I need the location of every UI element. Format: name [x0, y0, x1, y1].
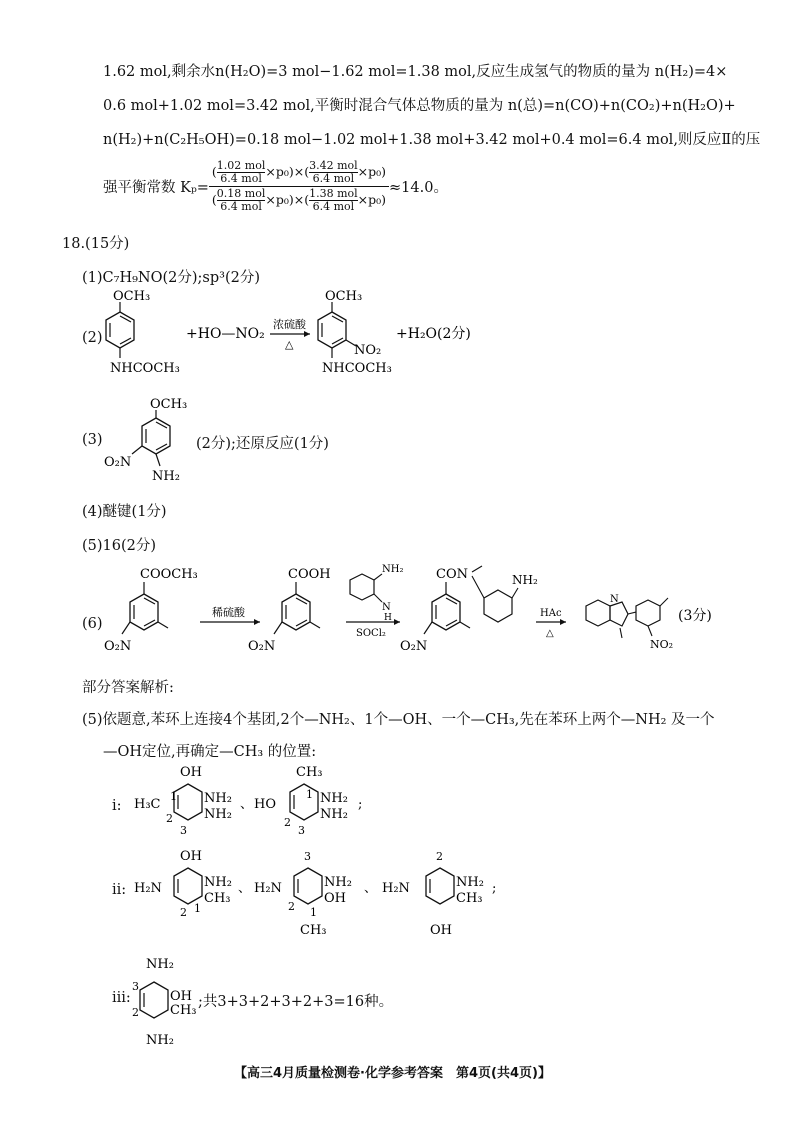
- q18-answer-6-label: (6): [82, 616, 103, 632]
- p-acetamidoanisole-structure: [106, 290, 180, 376]
- case-ii-structure-1: [134, 849, 232, 919]
- svg-text:O₂N: O₂N: [248, 639, 276, 654]
- calc-line-2: 0.6 mol+1.02 mol=3.42 mol,平衡时混合气体总物质的量为 n(总)=n(CO)+n(CO₂)+n(H₂O)+: [103, 98, 736, 114]
- q18-answer-3-text: (2分);还原反应(1分): [196, 436, 329, 452]
- synthesis-route-scheme: [100, 560, 720, 670]
- case-iii-total: ;共3+3+2+3+2+3=16种。: [198, 994, 394, 1010]
- svg-text:HO: HO: [254, 797, 276, 812]
- och3-label: OCH₃: [150, 397, 188, 412]
- svg-text:NH₂: NH₂: [204, 807, 232, 822]
- case-i-structure-2: [254, 765, 348, 837]
- arrow-amidation: [346, 564, 403, 639]
- reaction-2-scheme: [100, 290, 520, 390]
- q18-answer-5: (5)16(2分): [82, 538, 157, 554]
- svg-text:2: 2: [132, 1006, 139, 1019]
- q18-answer-4: (4)醚键(1分): [82, 504, 167, 520]
- svg-text:稀硫酸: 稀硫酸: [212, 606, 245, 619]
- svg-text:1: 1: [306, 788, 313, 801]
- svg-text:COOCH₃: COOCH₃: [140, 567, 198, 582]
- svg-text:N: N: [610, 594, 619, 605]
- svg-text:H₂N: H₂N: [382, 881, 410, 896]
- kp-denominator: ( $\frac{\text{0.18 mol}}{\text{6.4 mol}}$ ×p₀)×( $\frac{\text{1.38 mol}}{\text{6.4 mol}}$ ×p₀): [211, 186, 387, 213]
- analysis-paragraph-1: (5)依题意,苯环上连接4个基团,2个—NH₂、1个—OH、一个—CH₃,先在苯环上两个—NH₂ 及一个: [82, 712, 715, 728]
- svg-text:NH₂: NH₂: [512, 573, 538, 587]
- svg-text:NH₂: NH₂: [456, 875, 484, 890]
- case-iii-label: ⅲ:: [112, 990, 131, 1006]
- svg-text:CH₃: CH₃: [296, 765, 323, 780]
- svg-text:H₂N: H₂N: [254, 881, 282, 896]
- svg-text:、: 、: [240, 797, 254, 812]
- benzimidazole-structure: [586, 594, 673, 651]
- svg-text:2: 2: [436, 850, 443, 863]
- svg-text:H₂N: H₂N: [134, 881, 162, 896]
- svg-text:3: 3: [298, 824, 305, 837]
- svg-text:SOCl₂: SOCl₂: [356, 628, 386, 639]
- svg-text:NH₂: NH₂: [324, 875, 352, 890]
- q18-answer-1: (1)C₇H₉NO(2分);sp³(2分): [82, 270, 260, 286]
- svg-text:2: 2: [288, 900, 295, 913]
- svg-text:COOH: COOH: [288, 567, 331, 582]
- o2n-label: O₂N: [104, 455, 132, 470]
- kp-label: 强平衡常数 Kₚ=: [103, 179, 209, 196]
- calc-line-3: n(H₂)+n(C₂H₅OH)=0.18 mol−1.02 mol+1.38 mol+3.42 mol+0.4 mol=6.4 mol,则反应Ⅱ的压: [103, 132, 761, 148]
- nhcoch3-label: NHCOCH₃: [110, 361, 180, 376]
- case-ii-structures: [130, 846, 510, 946]
- svg-text:NH₂: NH₂: [204, 791, 232, 806]
- svg-text:2: 2: [166, 812, 173, 825]
- product-och3-label: OCH₃: [325, 290, 363, 304]
- svg-text:NH₂: NH₂: [146, 1033, 174, 1048]
- svg-text:1: 1: [170, 790, 177, 803]
- svg-text:NH₂: NH₂: [146, 957, 174, 972]
- arrow-cyclization: [536, 608, 566, 639]
- svg-text:OH: OH: [170, 989, 192, 1004]
- answer-3-structure: [100, 396, 200, 486]
- svg-text:OH: OH: [430, 923, 452, 938]
- svg-text:NH₂: NH₂: [320, 791, 348, 806]
- svg-text:OH: OH: [324, 891, 346, 906]
- case-i-structures: [130, 762, 370, 842]
- ester-structure: [104, 567, 198, 654]
- svg-text:NH₂: NH₂: [204, 875, 232, 890]
- svg-text:;: ;: [492, 881, 497, 896]
- condition-heat: △: [285, 338, 294, 351]
- svg-text:N: N: [382, 602, 391, 613]
- svg-text:1: 1: [194, 902, 201, 915]
- svg-text:3: 3: [132, 980, 139, 993]
- svg-text:CH₃: CH₃: [300, 923, 327, 938]
- svg-text:、: 、: [238, 881, 252, 896]
- case-ii-structure-3: [382, 850, 484, 938]
- svg-text:O₂N: O₂N: [400, 639, 428, 654]
- acid-structure: [248, 567, 331, 654]
- analysis-paragraph-2: —OH定位,再确定—CH₃ 的位置:: [103, 744, 317, 760]
- svg-text:、: 、: [364, 881, 378, 896]
- nh2-label: NH₂: [152, 469, 180, 484]
- calc-line-1: 1.62 mol,剩余水n(H₂O)=3 mol−1.62 mol=1.38 mol,反应生成氢气的物质的量为 n(H₂)=4×: [103, 64, 728, 80]
- svg-text:HAc: HAc: [540, 608, 562, 619]
- svg-text:OH: OH: [180, 849, 202, 864]
- svg-text:NH₂: NH₂: [320, 807, 348, 822]
- svg-text:CH₃: CH₃: [456, 891, 483, 906]
- svg-text:O₂N: O₂N: [104, 639, 132, 654]
- analysis-title: 部分答案解析:: [82, 680, 174, 696]
- svg-text:2: 2: [180, 906, 187, 919]
- q18-answer-2-label: (2): [82, 330, 103, 346]
- svg-text:H₃C: H₃C: [134, 797, 161, 812]
- svg-text:3: 3: [304, 850, 311, 863]
- svg-text:CH₃: CH₃: [170, 1003, 197, 1018]
- svg-text:NO₂: NO₂: [650, 638, 674, 651]
- arrow-hydrolysis: [200, 605, 260, 625]
- byproduct-water: +H₂O(2分): [396, 326, 471, 342]
- case-i-structure-1: [134, 765, 232, 837]
- case-ii-structure-2: [254, 850, 352, 938]
- condition-conc-h2so4: 浓硫酸: [273, 318, 306, 331]
- och3-label: OCH₃: [113, 290, 151, 304]
- kp-result: ≈14.0。: [389, 179, 448, 196]
- svg-text:△: △: [546, 628, 554, 639]
- case-ii-label: ⅱ:: [112, 882, 127, 898]
- svg-text:CH₃: CH₃: [204, 891, 231, 906]
- svg-text:OH: OH: [180, 765, 202, 780]
- page-footer: 【高三4月质量检测卷·化学参考答案 第4页(共4页)】: [234, 1066, 551, 1081]
- svg-text:1: 1: [310, 906, 317, 919]
- svg-text:CON: CON: [436, 567, 468, 582]
- nitrated-product-structure: [318, 290, 392, 376]
- svg-text:3: 3: [180, 824, 187, 837]
- svg-text:2: 2: [284, 816, 291, 829]
- svg-text:H: H: [384, 613, 392, 623]
- product-no2-label: NO₂: [354, 343, 382, 358]
- amide-structure: [400, 566, 538, 654]
- product-nhcoch3-label: NHCOCH₃: [322, 361, 392, 376]
- kp-expression: [103, 156, 448, 216]
- kp-numerator: ( $\frac{\text{1.02 mol}}{\text{6.4 mol}}$ ×p₀)×( $\frac{\text{3.42 mol}}{\text{6.4 mol}}$ ×p₀): [209, 159, 389, 187]
- svg-text:NH₂: NH₂: [382, 564, 404, 575]
- q18-answer-3-label: (3): [82, 432, 103, 448]
- case-i-label: ⅰ:: [112, 798, 122, 814]
- q18-header: 18.(15分): [62, 236, 130, 252]
- reagent-nitric-acid: +HO—NO₂: [186, 326, 265, 342]
- kp-fraction: [209, 159, 389, 214]
- reaction-arrow: [270, 317, 310, 351]
- svg-text:;: ;: [358, 797, 363, 812]
- answer-6-score: (3分): [678, 608, 712, 624]
